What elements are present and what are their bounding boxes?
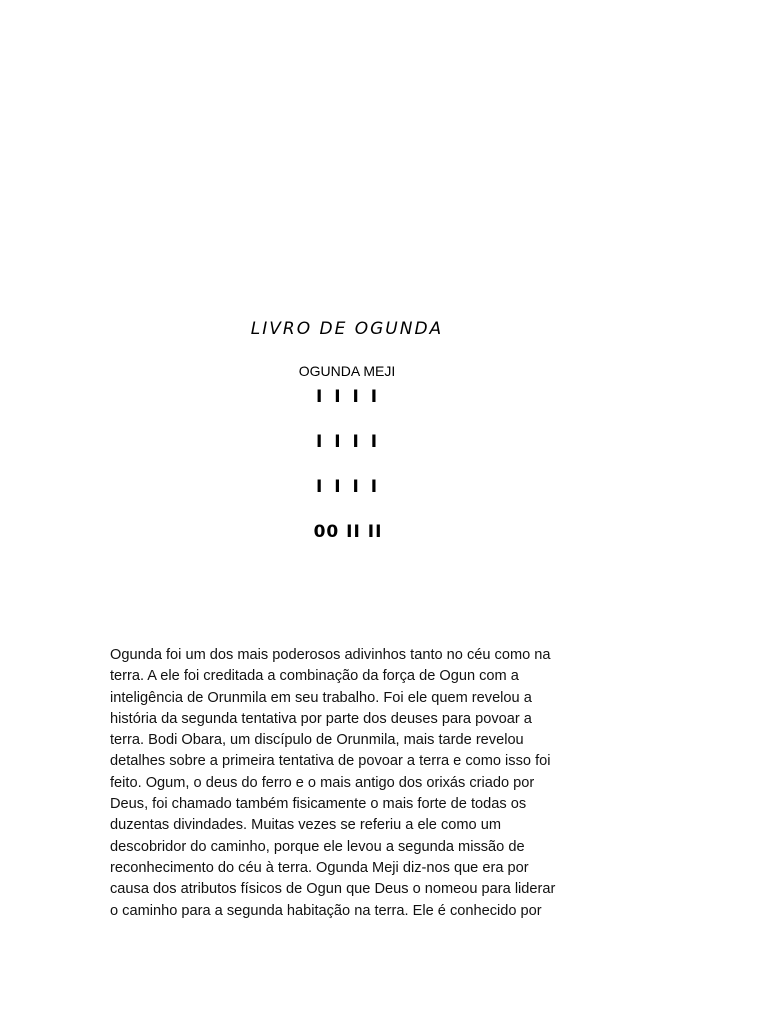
body-line: o caminho para a segunda habitação na terra. Ele é conhecido por (110, 902, 542, 919)
body-line: Ogunda foi um dos mais poderosos adivinhos tanto no céu como na (110, 647, 551, 663)
odu-mark-line-3: I I I I (315, 477, 381, 497)
body-line: descobridor do caminho, porque ele levou a segunda missão de (110, 838, 525, 855)
odu-mark-line-4: 00 II II (313, 522, 383, 542)
body-line: duzentas divindades. Muitas vezes se referiu a ele como um (110, 817, 501, 834)
body-line: história da segunda tentativa por parte dos deuses para povoar a (110, 710, 532, 727)
book-title: LIVRO DE OGUNDA (250, 319, 444, 339)
odu-mark-line-2: I I I I (315, 432, 381, 452)
body-line: reconhecimento do céu à terra. Ogunda Meji diz-nos que era por (110, 859, 529, 876)
body-line: terra. A ele foi creditada a combinação da força de Ogun com a (110, 668, 519, 685)
body-line: Deus, foi chamado também fisicamente o mais forte de todas os (110, 796, 527, 813)
body-line: feito. Ogum, o deus do ferro e o mais antigo dos orixás criado por (110, 774, 535, 791)
body-line: terra. Bodi Obara, um discípulo de Orunmila, mais tarde revelou (110, 732, 524, 749)
body-line: causa dos atributos físicos de Ogun que Deus o nomeou para liderar (110, 881, 556, 898)
body-line: inteligência de Orunmila em seu trabalho. Foi ele quem revelou a (110, 689, 532, 706)
odu-mark-line-1: I I I I (315, 387, 381, 407)
chapter-title: OGUNDA MEJI (298, 363, 396, 379)
body-line: detalhes sobre a primeira tentativa de povoar a terra e como isso foi (110, 753, 551, 770)
body-paragraph (110, 645, 590, 922)
